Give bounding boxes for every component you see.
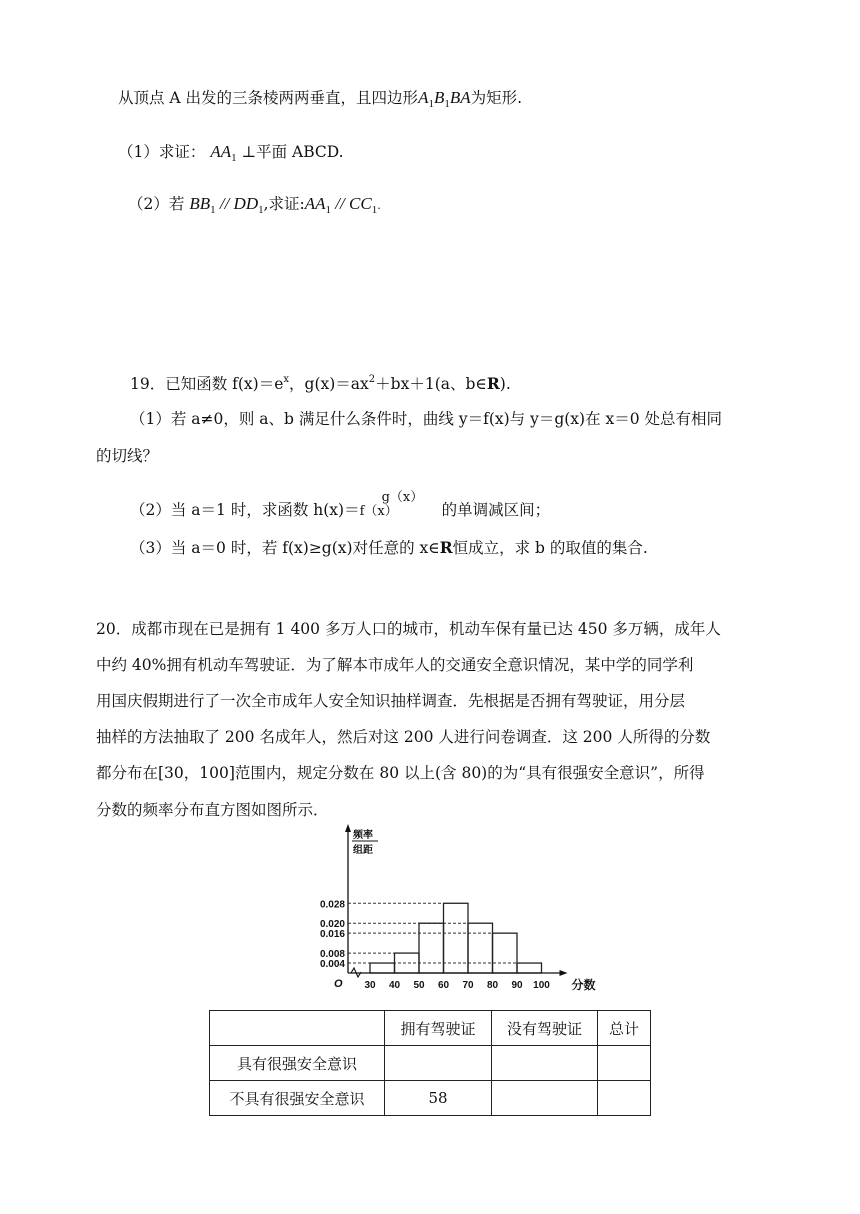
table-header-cell: 拥有驾驶证: [385, 1011, 492, 1046]
q19-stem: [130, 370, 511, 394]
x-axis-label: 分数: [571, 978, 596, 992]
q19-part2-b: 的单调减区间；: [441, 501, 551, 519]
q19-stem-c: ＋bx＋1(a、b∈: [375, 375, 487, 393]
q18-part1-label: （1）求证：: [118, 143, 206, 161]
q18-part1-math: $AA_1$: [210, 142, 237, 164]
q18-part2-mid: ,求证:: [263, 195, 305, 213]
q18-part2-label: （2）若: [128, 195, 185, 213]
y-axis-arrow-icon: [345, 824, 351, 832]
q18-intro-text-b: 为矩形.: [470, 89, 523, 107]
table-cell: [492, 1046, 598, 1081]
q19-part3: [130, 538, 648, 558]
y-tick-label: 0.028: [319, 899, 345, 911]
x-tick-label: 70: [462, 980, 474, 991]
q19-part3-a: （3）当 a＝0 时，若 f(x)≥g(x)对任意的 x∈: [130, 539, 440, 557]
histogram-bar: [419, 923, 444, 973]
q20-line-5: 都分布在[30，100]范围内，规定分数在 80 以上(含 80)的为“具有很强安全意识”，所得: [96, 764, 705, 782]
q18-rect-math: $A_1B_1BA$: [418, 88, 471, 110]
q18-part2-end: .: [377, 199, 381, 212]
fraction-numerator: g（x）: [381, 490, 424, 505]
q20-line-1: 20．成都市现在已是拥有 1 400 多万人口的城市，机动车保有量已达 450 多万辆，成年人: [96, 620, 721, 638]
table-cell: 58: [385, 1081, 492, 1116]
table-header-row: [210, 1011, 651, 1046]
y-axis-label-bottom: 组距: [353, 845, 373, 856]
origin-label: O: [334, 978, 343, 990]
y-tick-label: 0.016: [319, 929, 345, 941]
table-cell: [385, 1046, 492, 1081]
frequency-histogram: [290, 820, 596, 1000]
q19-stem-R: R: [486, 374, 500, 393]
table-row: [210, 1081, 651, 1116]
q19-part1-line1: （1）若 a≠0，则 a、b 满足什么条件时，曲线 y＝f(x)与 y＝g(x)在 x＝0 处总有相同: [130, 410, 723, 428]
q19-stem-a: 19．已知函数 f(x)＝e: [130, 375, 284, 393]
x-tick-label: 30: [364, 980, 376, 991]
y-tick-label: 0.020: [319, 919, 345, 931]
q19-stem-sup2: 2: [368, 374, 376, 385]
q19-fraction: [359, 490, 442, 520]
y-tick-label: 0.008: [319, 949, 345, 961]
q18-part1: [118, 142, 344, 168]
x-tick-label: 100: [533, 980, 550, 991]
x-tick-label: 90: [511, 980, 523, 991]
table-header-cell: 总计: [598, 1011, 651, 1046]
q20-line-4: 抽样的方法抽取了 200 名成年人，然后对这 200 人进行问卷调查．这 200 人所得的分数: [96, 728, 711, 746]
histogram-bar: [517, 963, 542, 973]
q18-part2: [128, 194, 381, 220]
q19-part1-line2: 的切线？: [96, 447, 159, 465]
q19-part2: [130, 490, 551, 520]
y-tick-label: 0.004: [319, 959, 345, 971]
q18-part1-text: 平面 ABCD.: [256, 143, 344, 161]
x-tick-label: 40: [388, 980, 401, 991]
q19-stem-b: ，g(x)＝ax: [289, 375, 369, 393]
q19-stem-sup: x: [283, 374, 290, 385]
histogram-bar: [493, 933, 518, 973]
q18-intro-text-a: 从顶点 A 出发的三条棱两两垂直，且四边形: [118, 89, 419, 107]
table-cell: 不具有很强安全意识: [210, 1081, 385, 1116]
x-tick-label: 80: [486, 980, 499, 991]
q20-line-6: 分数的频率分布直方图如图所示．: [96, 801, 329, 819]
q20-line-3: 用国庆假期进行了一次全市成年人安全知识抽样调查．先根据是否拥有驾驶证，用分层: [96, 692, 686, 710]
x-tick-label: 50: [413, 980, 425, 991]
perp-symbol: ⊥: [241, 143, 257, 161]
table-cell: [598, 1081, 651, 1116]
q19-part3-R: R: [439, 538, 453, 557]
x-axis-arrow-icon: [560, 970, 568, 976]
table-row: [210, 1046, 651, 1081]
table-cell: [598, 1046, 651, 1081]
histogram-bar: [468, 923, 493, 973]
table-header-cell: [210, 1011, 385, 1046]
x-tick-label: 60: [437, 980, 450, 991]
q18-part2-math-b: $AA_1 // CC_1$: [304, 194, 378, 216]
table-header-cell: 没有驾驶证: [492, 1011, 598, 1046]
q18-intro: [118, 88, 522, 114]
table-cell: [492, 1081, 598, 1116]
q19-part2-a: （2）当 a＝1 时，求函数 h(x)＝: [130, 501, 360, 519]
table-cell: 具有很强安全意识: [210, 1046, 385, 1081]
q20-line-2: 中约 40%拥有机动车驾驶证．为了解本市成年人的交通安全意识情况，某中学的同学利: [96, 656, 694, 674]
contingency-table: [209, 1010, 651, 1116]
q18-part2-math-a: $BB_1 // DD_1$: [189, 194, 264, 216]
q19-part3-b: 恒成立，求 b 的取值的集合.: [452, 539, 648, 557]
fraction-denominator: f（x）: [359, 504, 398, 519]
y-axis-label-top: 频率: [353, 830, 373, 841]
histogram-bar: [370, 963, 395, 973]
q19-stem-d: ).: [499, 375, 511, 393]
